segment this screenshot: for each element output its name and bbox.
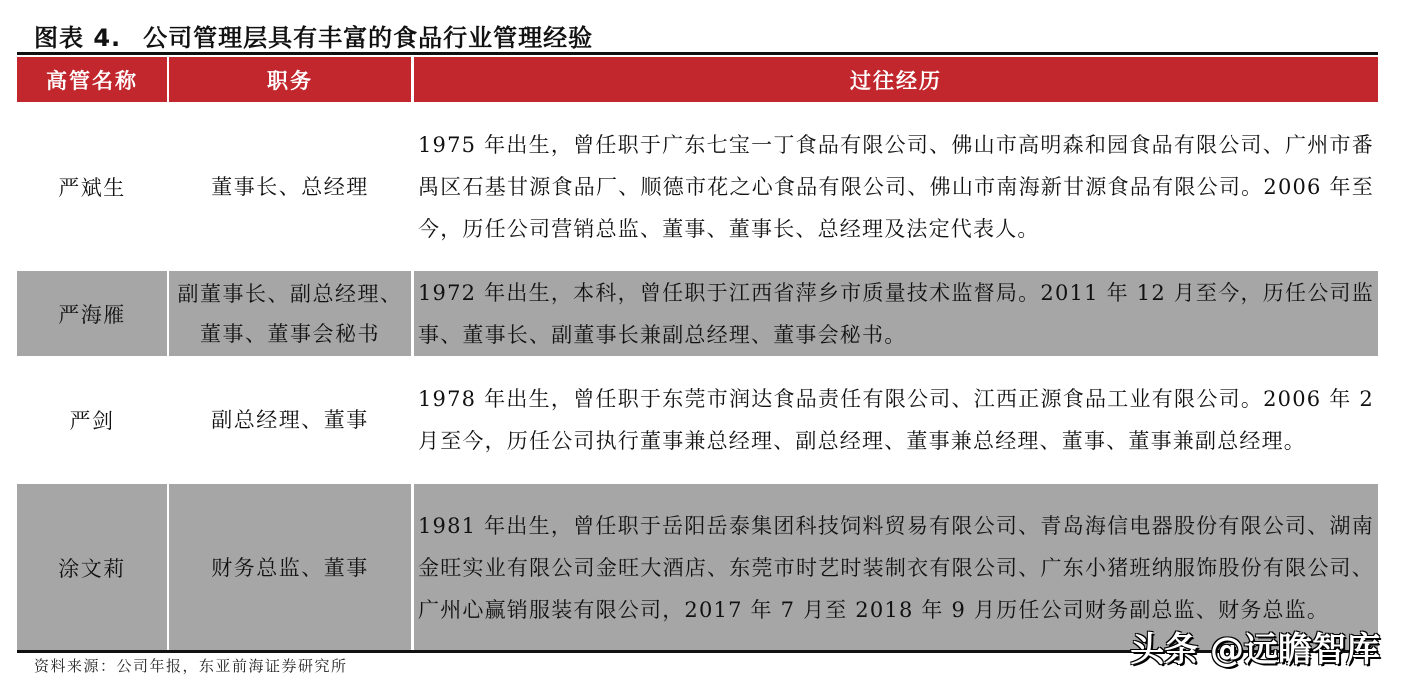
figure-title (34, 18, 593, 53)
cell-position: 副总经理、董事 (169, 359, 411, 481)
cell-experience (414, 105, 1378, 268)
source-note: 资料来源：公司年报，东亚前海证券研究所 (34, 657, 348, 675)
cell-name: 涂文莉 (17, 484, 167, 652)
cell-position: 财务总监、董事 (169, 484, 411, 652)
table-header-row (17, 57, 1378, 102)
header-name: 高管名称 (17, 57, 167, 102)
watermark: 头条 @远瞻智库 (1130, 630, 1380, 670)
table-row (17, 359, 1378, 481)
cell-name: 严剑 (17, 359, 167, 481)
cell-position: 副董事长、副总经理、董事、董事会秘书 (169, 271, 411, 356)
experience-text: 1981 年出生，曾任职于岳阳岳泰集团科技饲料贸易有限公司、青岛海信电器股份有限公司、湖南金旺实业有限公司金旺大酒店、东莞市时艺时装制衣有限公司、广东小猪班纳服饰股份有限公司、广州心赢销服装有限公司，2017 年 7 月至 2018 年 9 月历任公司财务副总监、财务总监。 (418, 514, 1374, 622)
cell-name: 严海雁 (17, 271, 167, 356)
table-row (17, 105, 1378, 268)
figure-number: 图表 4. (34, 24, 122, 52)
header-experience: 过往经历 (414, 57, 1378, 102)
figure-caption: 公司管理层具有丰富的食品行业管理经验 (143, 24, 594, 52)
experience-text: 1972 年出生，本科，曾任职于江西省萍乡市质量技术监督局。2011 年 12 月至今，历任公司监事、董事长、副董事长兼副总经理、董事会秘书。 (418, 280, 1374, 347)
table-row (17, 271, 1378, 356)
top-rule (17, 52, 1378, 55)
experience-text: 1978 年出生，曾任职于东莞市润达食品责任有限公司、江西正源食品工业有限公司。2006 年 2 月至今，历任公司执行董事兼总经理、副总经理、董事兼总经理、董事、董事兼副总经理。 (418, 387, 1374, 453)
header-position: 职务 (169, 57, 411, 102)
cell-experience (414, 271, 1378, 356)
management-table (17, 57, 1378, 652)
cell-position: 董事长、总经理 (169, 105, 411, 268)
cell-name: 严斌生 (17, 105, 167, 268)
experience-text: 1975 年出生，曾任职于广东七宝一丁食品有限公司、佛山市高明森和园食品有限公司、广州市番禺区石基甘源食品厂、顺德市花之心食品有限公司、佛山市南海新甘源食品有限公司。2006 年至今，历任公司营销总监、董事、董事长、总经理及法定代表人。 (418, 132, 1374, 241)
cell-experience (414, 359, 1378, 481)
